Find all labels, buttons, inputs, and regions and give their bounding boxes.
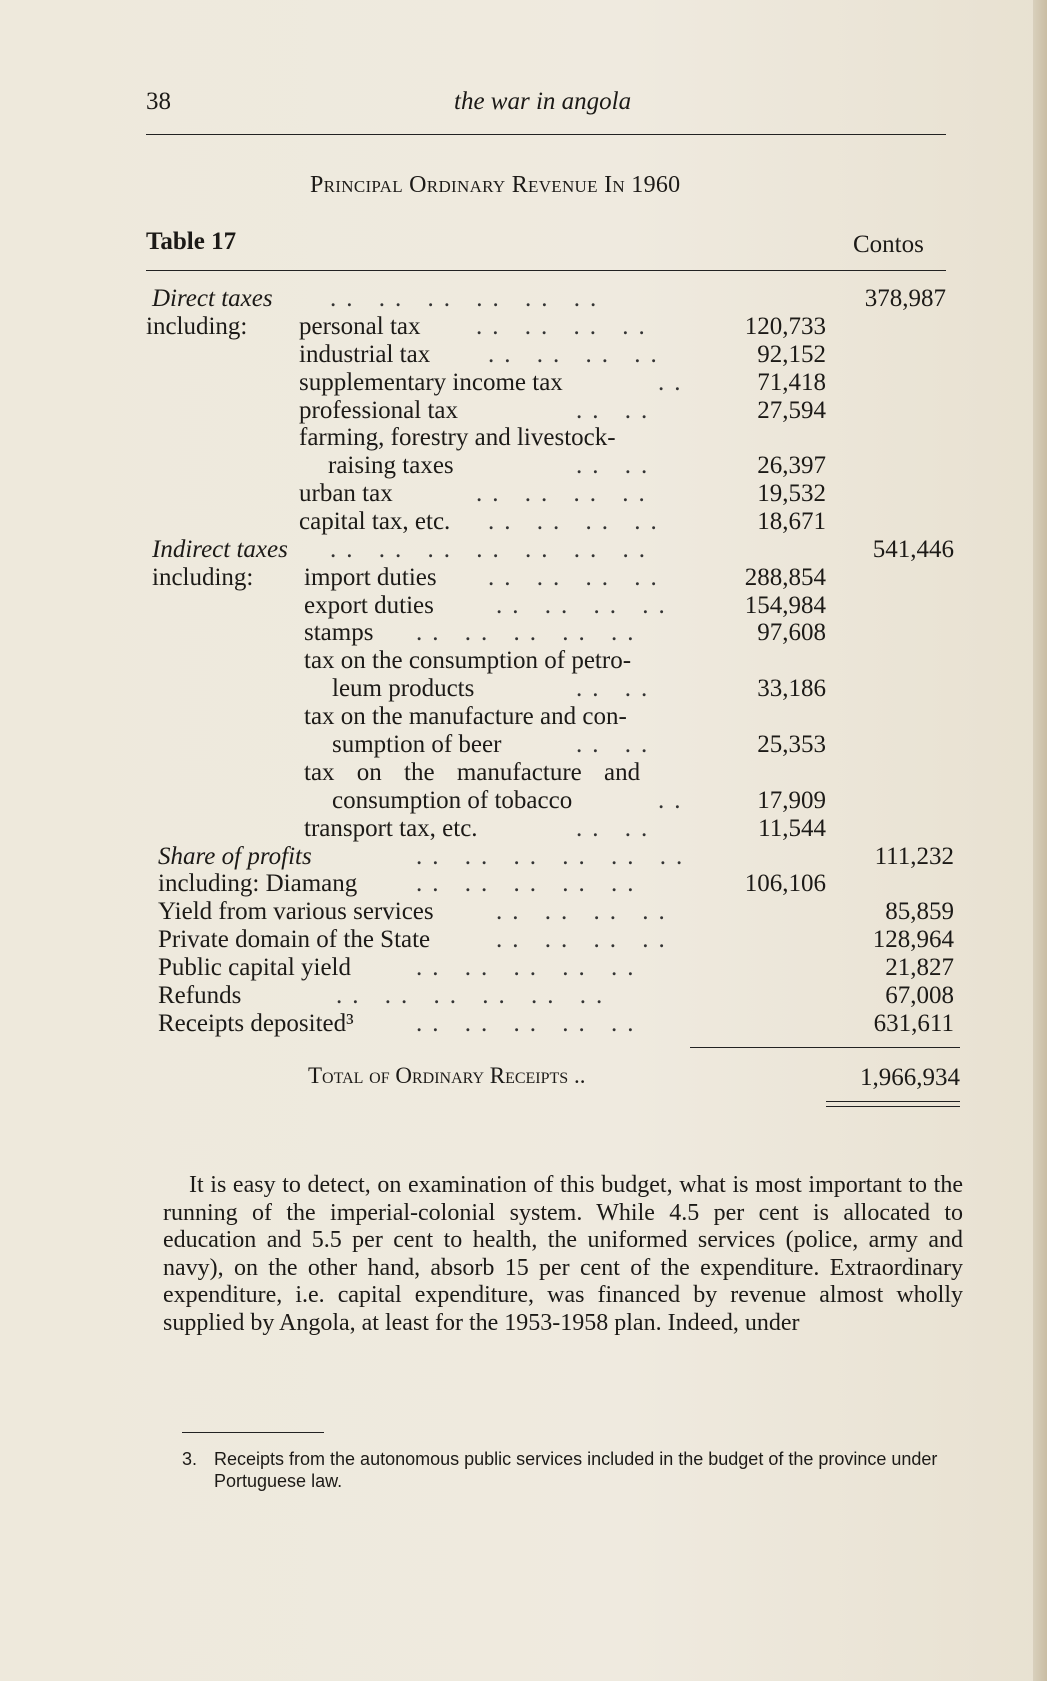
header-rule: [146, 134, 946, 135]
leader-dots: .. ..: [576, 731, 658, 758]
leader-dots: .. .. .. .. ..: [416, 1010, 644, 1037]
total-rule: [690, 1047, 960, 1048]
row-value: 71,418: [757, 369, 826, 396]
row-label: Yield from various services: [158, 898, 434, 925]
row-value: 97,608: [757, 619, 826, 646]
row-label: supplementary income tax: [299, 369, 563, 396]
leader-dots: .. .. .. .. ..: [416, 870, 644, 897]
table-row: [146, 926, 956, 954]
table-row: [146, 954, 956, 982]
leader-dots: .. .. .. .. ..: [416, 954, 644, 981]
row-label: including: Diamang: [158, 870, 358, 897]
section-total: 541,446: [872, 536, 954, 563]
row-value: 19,532: [757, 480, 826, 507]
unit-label: Contos: [853, 231, 924, 258]
leader-dots: .. .. .. ..: [476, 313, 655, 340]
table-row: [146, 759, 956, 787]
row-value: 120,733: [744, 313, 826, 340]
row-label: personal tax: [299, 313, 421, 340]
table-row: [146, 424, 956, 452]
section-heading: Share of profits: [158, 843, 312, 870]
running-head: the war in angola: [454, 88, 632, 115]
table-row: [146, 564, 956, 592]
double-rule-top: [826, 1101, 960, 1102]
leader-dots: .. ..: [576, 452, 658, 479]
table-row: [146, 1010, 956, 1038]
row-value: 92,152: [757, 341, 826, 368]
table-title: Principal Ordinary Revenue In 1960: [310, 172, 681, 198]
double-rule-bottom: [826, 1106, 960, 1107]
row-total: 128,964: [872, 926, 954, 953]
row-total: 21,827: [885, 954, 954, 981]
row-label-continued: sumption of beer: [332, 731, 502, 758]
table-row: [146, 341, 956, 369]
row-label-continued: consumption of tobacco: [332, 787, 573, 814]
row-value: 18,671: [757, 508, 826, 535]
row-value: 11,544: [758, 815, 826, 842]
table-row: [146, 731, 956, 759]
page-number: 38: [146, 88, 171, 115]
row-value: 154,984: [744, 592, 826, 619]
row-label: tax on the manufacture and con-: [304, 703, 627, 730]
page-header: [146, 88, 946, 120]
row-label: capital tax, etc.: [299, 508, 451, 535]
row-label: farming, forestry and livestock-: [299, 424, 616, 451]
table-row: [146, 982, 956, 1010]
section-heading: Direct taxes: [152, 285, 273, 312]
row-label-continued: leum products: [332, 675, 475, 702]
footnote-number: 3.: [182, 1449, 198, 1469]
row-label: urban tax: [299, 480, 393, 507]
table-row: [146, 313, 956, 341]
table-row: [146, 647, 956, 675]
row-label: Private domain of the State: [158, 926, 431, 953]
row-value: 26,397: [757, 452, 826, 479]
grand-total-row: [794, 1064, 960, 1092]
leader-dots: ..: [573, 1063, 586, 1088]
table-row: [146, 619, 956, 647]
leader-dots: .. .. .. .. .. ..: [416, 843, 693, 870]
table-row: [146, 369, 956, 397]
body-paragraph: [163, 1172, 963, 1337]
leader-dots: .. .. .. ..: [496, 898, 675, 925]
table-row: [146, 870, 956, 898]
row-label: transport tax, etc.: [304, 815, 478, 842]
section-heading: Indirect taxes: [152, 536, 288, 563]
row-prefix: including:: [146, 313, 248, 340]
leader-dots: .. .. .. ..: [496, 926, 675, 953]
table-row: [146, 397, 956, 425]
paragraph-text: It is easy to detect, on examination of this budget, what is most important to the running of the imperial-colonial system. While 4.5 per cent is allocated to education and 5.5 per cent to health, the uniformed services (police, army and navy), on the other hand, absorb 15 per cent of the expenditure. Extraordinary expenditure, i.e. capital expenditure, was financed by revenue almost wholly supplied by Angola, at least for the 1953-1958 plan. Indeed, under: [163, 1172, 963, 1336]
leader-dots: ..: [658, 787, 691, 814]
row-prefix: including:: [152, 564, 254, 591]
row-total: 85,859: [885, 898, 954, 925]
table-row: [146, 480, 956, 508]
table-row: [146, 815, 956, 843]
table-row: [146, 675, 956, 703]
leader-dots: .. .. .. ..: [488, 341, 667, 368]
leader-dots: .. .. .. ..: [488, 508, 667, 535]
row-label: industrial tax: [299, 341, 431, 368]
grand-total-text: Total of Ordinary Receipts: [308, 1063, 569, 1088]
row-value: 106,106: [744, 870, 826, 897]
row-label: tax on the manufacture and: [304, 759, 641, 786]
row-label-continued: raising taxes: [328, 452, 454, 479]
page-edge: [1033, 0, 1047, 1681]
row-label: Refunds: [158, 982, 242, 1009]
leader-dots: .. ..: [576, 397, 658, 424]
row-value: 288,854: [744, 564, 826, 591]
row-total: 67,008: [885, 982, 954, 1009]
table-label: Table 17: [146, 228, 237, 255]
leader-dots: .. .. .. .. ..: [416, 619, 644, 646]
table-row: [146, 452, 956, 480]
table-top-rule: [146, 270, 946, 271]
table-row: [146, 703, 956, 731]
table-row: [146, 787, 956, 815]
row-label: tax on the consumption of petro-: [304, 647, 632, 674]
section-row-direct-taxes: [146, 285, 956, 313]
row-value: 27,594: [757, 397, 826, 424]
leader-dots: .. ..: [576, 675, 658, 702]
row-label: Public capital yield: [158, 954, 352, 981]
row-label: Receipts deposited³: [158, 1010, 354, 1037]
row-label: import duties: [304, 564, 437, 591]
footnote-rule: [182, 1432, 324, 1433]
section-total: 111,232: [874, 843, 954, 870]
row-value: 17,909: [757, 787, 826, 814]
leader-dots: .. .. .. .. .. ..: [330, 285, 607, 312]
leader-dots: .. .. .. .. .. .. ..: [330, 536, 655, 563]
leader-dots: .. .. .. ..: [496, 592, 675, 619]
table-row: [146, 592, 956, 620]
table-row: [146, 508, 956, 536]
row-label: export duties: [304, 592, 434, 619]
leader-dots: .. ..: [576, 815, 658, 842]
grand-total-value: 1,966,934: [860, 1064, 960, 1091]
row-total: 631,611: [873, 1010, 954, 1037]
section-total: 378,987: [864, 285, 946, 312]
row-value: 33,186: [757, 675, 826, 702]
leader-dots: ..: [658, 369, 691, 396]
section-row-indirect-taxes: [146, 536, 956, 564]
row-label: professional tax: [299, 397, 458, 424]
leader-dots: .. .. .. ..: [488, 564, 667, 591]
table-row: [146, 898, 956, 926]
row-value: 25,353: [757, 731, 826, 758]
footnote: [182, 1448, 964, 1492]
footnote-text: Receipts from the autonomous public services included in the budget of the province under Portuguese law.: [214, 1449, 938, 1491]
leader-dots: .. .. .. ..: [476, 480, 655, 507]
grand-total-label: [308, 1063, 585, 1089]
row-label: stamps: [304, 619, 374, 646]
leader-dots: .. .. .. .. .. ..: [336, 982, 613, 1009]
section-row-share-of-profits: [146, 843, 956, 871]
